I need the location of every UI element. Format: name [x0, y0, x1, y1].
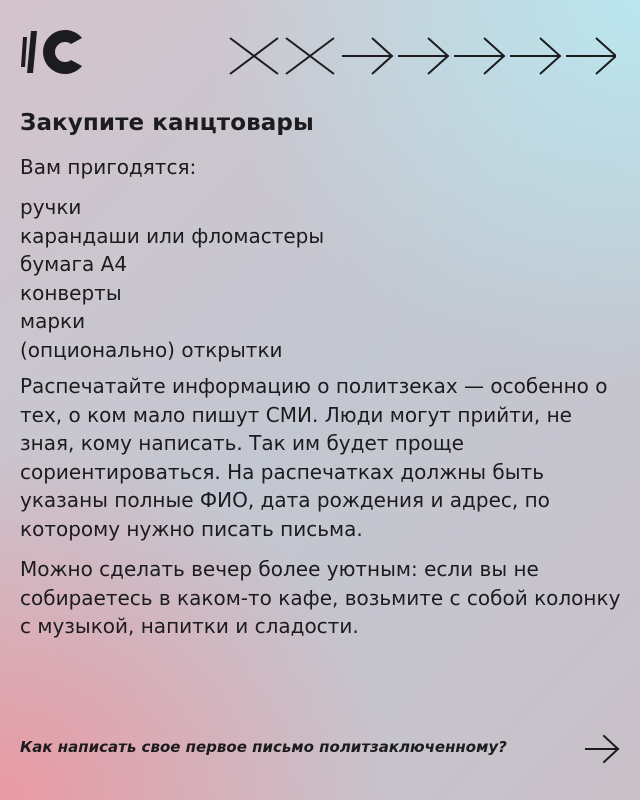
cross-icon	[286, 38, 334, 74]
list-item: марки	[20, 309, 86, 333]
cross-icon	[230, 38, 278, 74]
progress-marks	[228, 36, 616, 76]
list-item: карандаши или фломастеры	[20, 223, 325, 248]
list-item: конверты	[20, 280, 122, 305]
arrow-right-icon[interactable]	[584, 733, 622, 765]
c-logo-icon	[20, 26, 88, 78]
intro-text: Вам пригодятся:	[20, 155, 197, 179]
paragraph-print-info: Распечатайте информацию о политзеках — особенно о тех, о ком мало пишут СМИ. Люди могут прийти, не зная, кому написать. Так им будет проще сориентироваться. На распечатках должны быть указаны полные ФИО, дата рождения и адрес, по которому нужно писать письма.	[20, 374, 608, 541]
arrow-right-icon	[342, 38, 392, 74]
paragraph-cozy-evening: Можно сделать вечер более уютным: если вы не собираетесь в каком-то кафе, возьмите с собой колонку с музыкой, напитки и сладости.	[20, 557, 621, 638]
list-item: (опционально) открытки	[20, 337, 283, 362]
arrow-right-icon	[398, 38, 448, 74]
supply-list	[20, 193, 624, 364]
arrow-right-icon	[566, 38, 616, 74]
list-item: ручки	[20, 195, 82, 219]
arrow-right-icon	[510, 38, 560, 74]
list-item: бумага А4	[20, 252, 128, 276]
arrow-right-icon	[454, 38, 504, 74]
slide-title: Закупите канцтовары	[20, 110, 314, 136]
next-slide-hint: Как написать свое первое письмо политзаключенному?	[20, 738, 507, 756]
